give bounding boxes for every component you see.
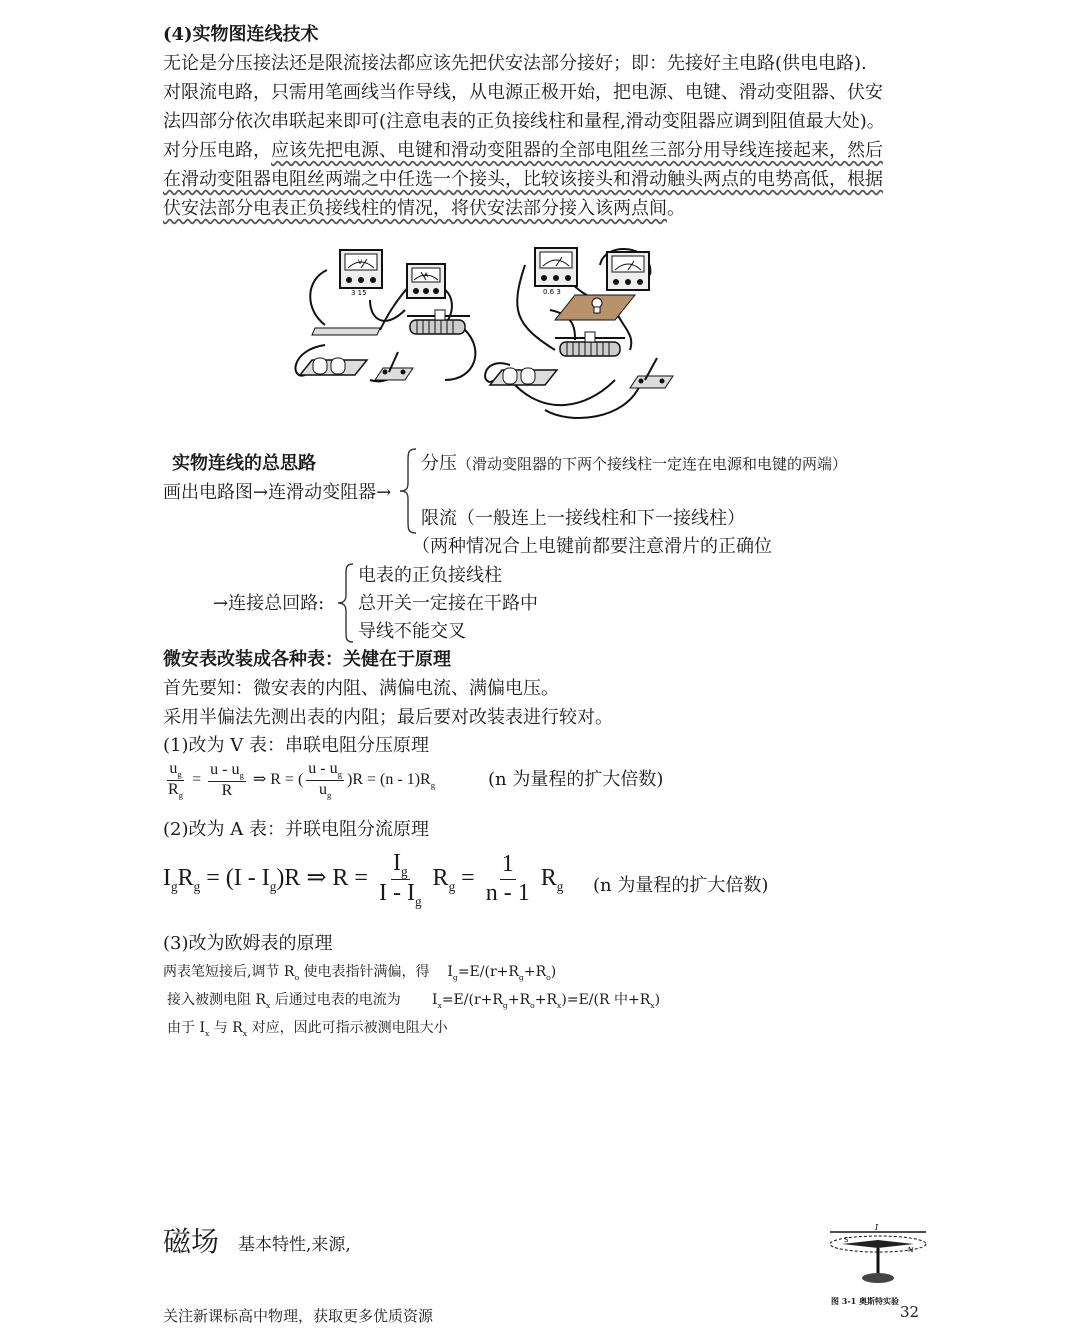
ohm-line-1-eq: E/(r+R bbox=[469, 964, 519, 980]
connect-item-2: 总开关一定接在干路中 bbox=[358, 593, 538, 614]
connect-item-3: 导线不能交叉 bbox=[358, 621, 466, 642]
v-meter-equation: $\frac{u_g}{R_g}$ = $\frac{u - u_g}{R}$ ⇒ R = ( $\frac{u - u_g}{u_g}$ )$R = (n - 1)R_g$ bbox=[168, 760, 436, 801]
rheostat-left-icon bbox=[407, 310, 470, 334]
battery-left-icon bbox=[300, 358, 367, 375]
oersted-experiment-figure bbox=[822, 1222, 934, 1304]
intro-line-2: 对限流电路，只需用笔画线当作导线，从电源正极开始，把电源、电键、滑动变阻器、伏安 bbox=[163, 82, 883, 103]
ohm-line-2: 接入被测电阻 $R_x$ 后通过电表的电流为 $I_x=E/(r+R_g+R_o+R_x)=E/(R$ 中$+R_x$) bbox=[167, 992, 661, 1010]
rheostat-right-icon bbox=[555, 332, 625, 356]
conversion-heading: 微安表改装成各种表：关健在于原理 bbox=[163, 649, 451, 670]
general-idea-heading: 实物连线的总思路 bbox=[172, 453, 316, 474]
v-meter-note: (n 为量程的扩大倍数) bbox=[488, 769, 664, 790]
page-number: 32 bbox=[900, 1303, 920, 1321]
figure-label-i: I bbox=[875, 1223, 879, 1232]
brace-1-icon bbox=[398, 447, 420, 535]
position-note: （两种情况合上电键前都要注意滑片的正确位 bbox=[412, 536, 772, 557]
figure-label-n: N bbox=[908, 1246, 914, 1254]
meter-v-label: V bbox=[358, 259, 363, 266]
ohm-line-2-a: 接入被测电阻 R bbox=[167, 992, 266, 1008]
intro-line-6-emph: 伏安法部分电表正负接线柱的情况，将伏安法部分接入该两点间 bbox=[163, 198, 667, 219]
ohm-meter-title: (3)改为欧姆表的原理 bbox=[163, 933, 333, 954]
connect-loop: →连接总回路: bbox=[213, 593, 325, 614]
ohm-line-3-c: 对应，因此可指示被测电阻大小 bbox=[247, 1020, 448, 1036]
limit-line: 限流（一般连上一接线柱和下一接线柱） bbox=[421, 508, 745, 529]
brace-2-icon bbox=[336, 562, 356, 644]
intro-line-6-end: 。 bbox=[667, 198, 685, 219]
intro-line-5 bbox=[163, 165, 883, 194]
figure-label-s: S bbox=[844, 1236, 849, 1244]
divider-note: （滑动变阻器的下两个接线柱一定连在电源和电键的两端） bbox=[457, 455, 848, 473]
ohm-line-2-b: 后通过电表的电流为 bbox=[270, 992, 401, 1008]
ohm-line-1-b: 使电表指针满偏，得 bbox=[299, 964, 430, 980]
ammeter-right-icon bbox=[607, 252, 649, 290]
ohm-line-1: 两表笔短接后,调节 $R_o$ 使电表指针满偏，得 $I_g=E/(r+R_g+R_o)$ bbox=[163, 964, 557, 982]
meter-a-label: A bbox=[424, 272, 429, 279]
lamp-board-icon bbox=[555, 295, 635, 320]
a-meter-equation: $I_gR_g = (I - I_g)R$ ⇒ R = $\frac{I_g}{I - I_g}$ $R_g$ = $\frac{1}{n - 1}$ $R_g$ bbox=[163, 850, 564, 909]
intro-line-1: 无论是分压接法还是限流接法都应该先把伏安法部分接好；即：先接好主电路(供电电路). bbox=[163, 53, 867, 74]
switch-right-icon bbox=[630, 358, 673, 388]
circuit-illustration bbox=[285, 240, 685, 425]
section-title bbox=[163, 20, 319, 49]
intro-line-5-emph: 在滑动变阻器电阻丝两端之中任选一个接头，比较该接头和滑动触头两点的电势高低，根据 bbox=[163, 169, 883, 190]
meter-scale-2: 0.6 3 bbox=[543, 288, 561, 296]
figure-caption: 图 3-1 奥斯特实验 bbox=[831, 1296, 900, 1306]
intro-line-4-plain: 对分压电路， bbox=[163, 140, 271, 161]
intro-line-3: 法四部分依次串联起来即可(注意电表的正负接线柱和量程,滑动变阻器应调到阻值最大处)。 bbox=[163, 111, 885, 132]
magnetism-subtitle: 基本特性,来源, bbox=[238, 1235, 351, 1255]
switch-left-icon bbox=[375, 352, 413, 380]
ohm-line-3: 由于 $I_x$ 与 $R_x$ 对应，因此可指示被测电阻大小 bbox=[167, 1020, 448, 1038]
connect-item-1: 电表的正负接线柱 bbox=[358, 565, 502, 586]
divider-line bbox=[421, 449, 847, 479]
divider-label: 分压 bbox=[421, 453, 457, 474]
ohm-line-3-b: 与 R bbox=[209, 1020, 243, 1036]
ohm-line-3-a: 由于 I bbox=[167, 1020, 205, 1036]
v-meter-title: (1)改为 V 表：串联电阻分压原理 bbox=[163, 735, 429, 756]
intro-line-4 bbox=[163, 136, 883, 165]
intro-line-6 bbox=[163, 194, 685, 223]
a-meter-note: (n 为量程的扩大倍数) bbox=[593, 875, 769, 896]
ohm-line-1-a: 两表笔短接后,调节 R bbox=[163, 964, 295, 980]
conversion-know: 首先要知：微安表的内阻、满偏电流、满偏电压。 bbox=[163, 678, 559, 699]
magnetism-title: 磁场 bbox=[163, 1225, 220, 1258]
general-idea-draw: 画出电路图→连滑动变阻器→ bbox=[163, 482, 392, 503]
battery-right-icon bbox=[490, 368, 557, 385]
voltmeter-right-icon bbox=[535, 248, 577, 296]
meter-scale-1: 3 15 bbox=[351, 289, 367, 297]
footer-text: 关注新课标高中物理，获取更多优质资源 bbox=[163, 1307, 434, 1325]
section-title-text: (4)实物图连线技术 bbox=[163, 24, 319, 45]
ammeter-left-icon bbox=[407, 264, 445, 298]
voltmeter-left-icon bbox=[340, 250, 382, 297]
conversion-method: 采用半偏法先测出表的内阻；最后要对改装表进行较对。 bbox=[163, 707, 613, 728]
intro-line-4-emph: 应该先把电源、电键和滑动变阻器的全部电阻丝三部分用导线连接起来，然后 bbox=[271, 140, 883, 161]
a-meter-title: (2)改为 A 表：并联电阻分流原理 bbox=[163, 819, 429, 840]
